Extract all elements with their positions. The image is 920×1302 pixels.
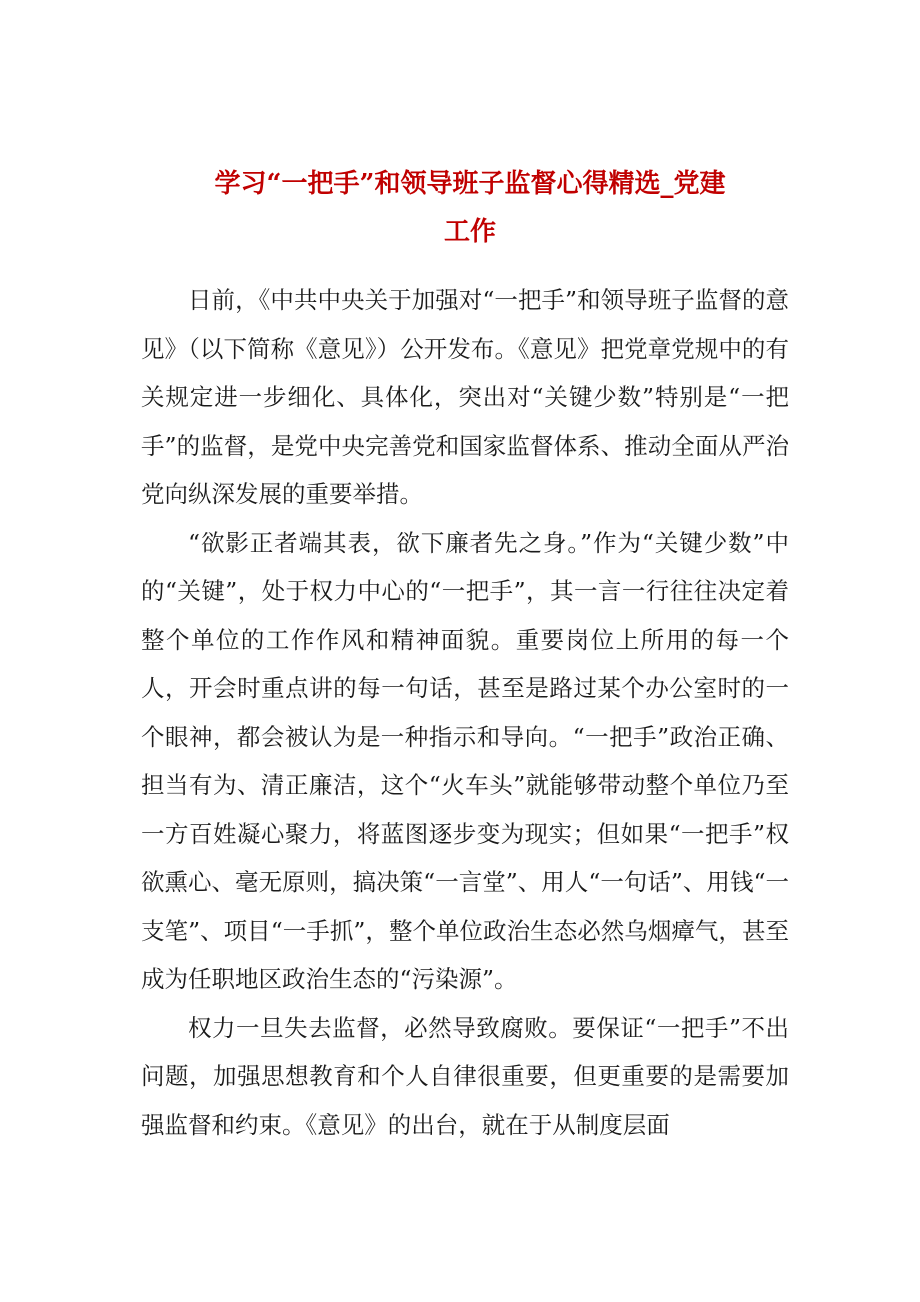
paragraph-1: 日前，《中共中央关于加强对“一把手”和领导班子监督的意见》（以下简称《意见》）公开发布。《意见》把党章党规中的有关规定进一步细化、具体化，突出对“关键少数”特别是“一把手”的监督，是党中央完善党和国家监督体系、推动全面从严治党向纵深发展的重要举措。 [141, 286, 789, 508]
document-title [150, 160, 790, 256]
document-body [141, 276, 789, 1149]
title-line-2: 工作 [443, 217, 496, 247]
paragraph-2: “欲影正者端其表，欲下廉者先之身。”作为“关键少数”中的“关键”，处于权力中心的“一把手”，其一言一行往往决定着整个单位的工作作风和精神面貌。重要岗位上所用的每一个人，开会时重点讲的每一句话，甚至是路过某个办公室时的一个眼神，都会被认为是一种指示和导向。“一把手”政治正确、担当有为、清正廉洁，这个“火车头”就能够带动整个单位乃至一方百姓凝心聚力，将蓝图逐步变为现实；但如果“一把手”权欲熏心、毫无原则，搞决策“一言堂”、用人“一句话”、用钱“一支笔”、项目“一手抓”，整个单位政治生态必然乌烟瘴气，甚至成为任职地区政治生态的“污染源”。 [141, 528, 789, 993]
title-line-1: 学习“一把手”和领导班子监督心得精选_党建 [214, 169, 726, 199]
paragraph-3: 权力一旦失去监督，必然导致腐败。要保证“一把手”不出问题，加强思想教育和个人自律很重要，但更重要的是需要加强监督和约束。《意见》的出台，就在于从制度层面 [141, 1013, 789, 1139]
